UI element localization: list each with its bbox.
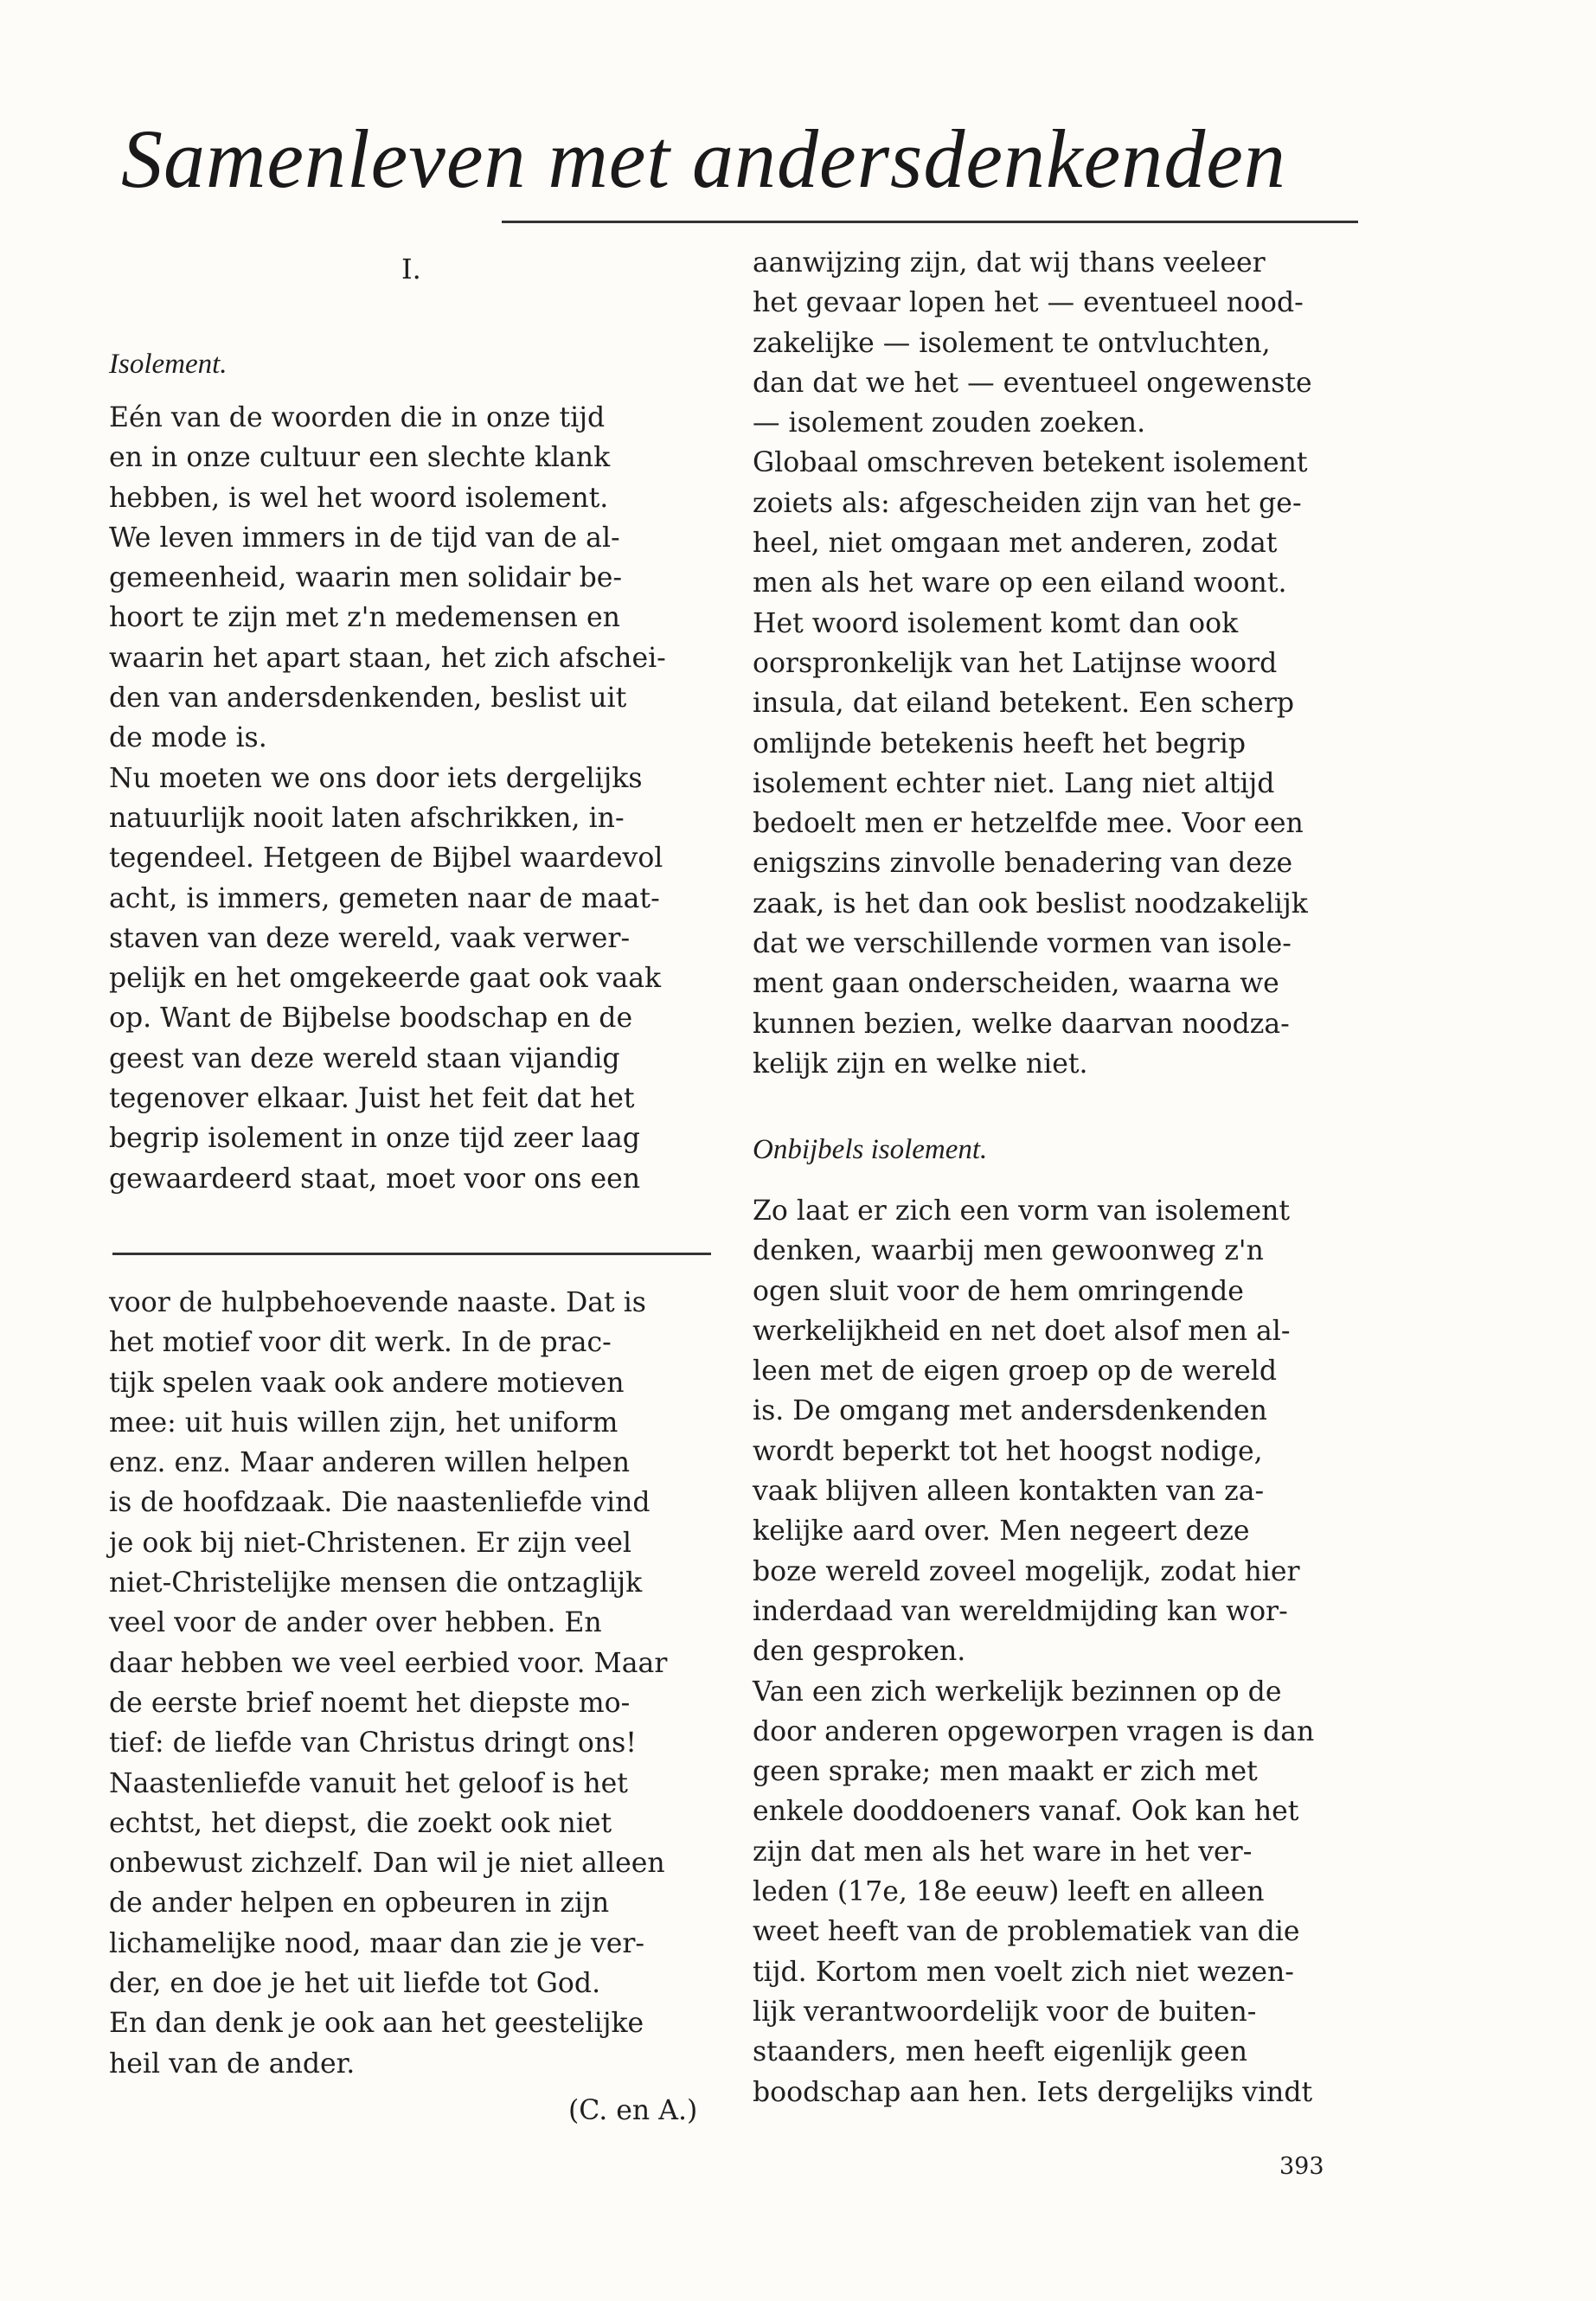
- subhead-onbijbels-isolement: Onbijbels isolement.: [753, 1134, 988, 1165]
- text-line: daar hebben we veel eerbied voor. Maar: [109, 1647, 668, 1679]
- text-line: aanwijzing zijn, dat wij thans veeleer: [753, 247, 1266, 279]
- signature: (C. en A.): [568, 2095, 698, 2126]
- section-number: I.: [401, 253, 421, 285]
- text-line: het gevaar lopen het — eventueel nood-: [753, 287, 1304, 319]
- text-line: gemeenheid, waarin men solidair be-: [109, 562, 623, 594]
- text-line: begrip isolement in onze tijd zeer laag: [109, 1123, 640, 1155]
- text-line: Eén van de woorden die in onze tijd: [109, 402, 606, 433]
- article-title: Samenleven met andersdenkenden: [121, 112, 1286, 205]
- text-line: geen sprake; men maakt er zich met: [753, 1756, 1258, 1788]
- text-line: lijk verantwoordelijk voor de buiten-: [753, 1996, 1257, 2028]
- text-line: zijn dat men als het ware in het ver-: [753, 1836, 1253, 1868]
- text-line: oorspronkelijk van het Latijnse woord: [753, 647, 1278, 679]
- text-line: kunnen bezien, welke daarvan noodza-: [753, 1008, 1290, 1040]
- text-line: enz. enz. Maar anderen willen helpen: [109, 1447, 631, 1479]
- page-number: 393: [1279, 2153, 1324, 2180]
- text-line: kelijk zijn en welke niet.: [753, 1048, 1088, 1080]
- text-line: acht, is immers, gemeten naar de maat-: [109, 882, 660, 914]
- text-line: insula, dat eiland betekent. Een scherp: [753, 688, 1295, 720]
- text-line: zaak, is het dan ook beslist noodzakelijk: [753, 888, 1308, 920]
- text-line: heel, niet omgaan met anderen, zodat: [753, 528, 1278, 560]
- text-line: Naastenliefde vanuit het geloof is het: [109, 1767, 628, 1799]
- text-line: tegenover elkaar. Juist het feit dat het: [109, 1083, 635, 1115]
- text-line: gewaardeerd staat, moet voor ons een: [109, 1163, 641, 1195]
- text-line: onbewust zichzelf. Dan wil je niet alleen: [109, 1848, 665, 1880]
- text-line: je ook bij niet-Christenen. Er zijn veel: [109, 1527, 631, 1559]
- text-line: omlijnde betekenis heeft het begrip: [753, 727, 1246, 760]
- text-line: den van andersdenkenden, beslist uit: [109, 683, 627, 715]
- text-line: En dan denk je ook aan het geestelijke: [109, 2008, 644, 2040]
- left-column-bottom-text: [109, 1283, 723, 2084]
- text-line: werkelijkheid en net doet alsof men al-: [753, 1315, 1291, 1347]
- text-line: Nu moeten we ons door iets dergelijks: [109, 762, 643, 794]
- text-line: staanders, men heeft eigenlijk geen: [753, 2036, 1247, 2068]
- subhead-isolement: Isolement.: [109, 349, 228, 380]
- text-line: vaak blijven alleen kontakten van za-: [753, 1476, 1265, 1508]
- text-line: is de hoofdzaak. Die naastenliefde vind: [109, 1487, 651, 1519]
- text-line: enigszins zinvolle benadering van deze: [753, 848, 1293, 880]
- text-line: Van een zich werkelijk bezinnen op de: [753, 1676, 1282, 1708]
- text-line: voor de hulpbehoevende naaste. Dat is: [109, 1287, 646, 1318]
- text-line: dan dat we het — eventueel ongewenste: [753, 367, 1312, 399]
- text-line: de ander helpen en opbeuren in zijn: [109, 1888, 610, 1920]
- text-line: hoort te zijn met z'n medemensen en: [109, 602, 620, 634]
- text-line: ment gaan onderscheiden, waarna we: [753, 968, 1279, 1000]
- text-line: wordt beperkt tot het hoogst nodige,: [753, 1435, 1263, 1467]
- text-line: bedoelt men er hetzelfde mee. Voor een: [753, 808, 1304, 840]
- text-line: en in onze cultuur een slechte klank: [109, 442, 611, 474]
- text-line: dat we verschillende vormen van isole-: [753, 928, 1292, 960]
- text-line: boze wereld zoveel mogelijk, zodat hier: [753, 1555, 1300, 1587]
- text-line: Zo laat er zich een vorm van isolement: [753, 1195, 1291, 1227]
- text-line: de mode is.: [109, 722, 267, 754]
- text-line: kelijke aard over. Men negeert deze: [753, 1516, 1250, 1548]
- right-column-bottom-text: [753, 1191, 1367, 2112]
- text-line: tijk spelen vaak ook andere motieven: [109, 1367, 625, 1399]
- text-line: leen met de eigen groep op de wereld: [753, 1356, 1277, 1388]
- text-line: is. De omgang met andersdenkenden: [753, 1395, 1267, 1427]
- text-line: men als het ware op een eiland woont.: [753, 567, 1287, 599]
- text-line: der, en doe je het uit liefde tot God.: [109, 1968, 601, 2000]
- text-line: veel voor de ander over hebben. En: [109, 1607, 602, 1639]
- text-line: door anderen opgeworpen vragen is dan: [753, 1715, 1315, 1747]
- text-line: leden (17e, 18e eeuw) leeft en alleen: [753, 1876, 1265, 1908]
- text-line: zakelijke — isolement te ontvluchten,: [753, 327, 1271, 359]
- text-line: — isolement zouden zoeken.: [753, 407, 1146, 439]
- text-line: ogen sluit voor de hem omringende: [753, 1275, 1244, 1307]
- text-line: hebben, is wel het woord isolement.: [109, 482, 609, 514]
- text-line: mee: uit huis willen zijn, het uniform: [109, 1407, 619, 1439]
- text-line: Globaal omschreven betekent isolement: [753, 447, 1308, 479]
- column-separator-rule: [112, 1253, 711, 1255]
- text-line: tegendeel. Hetgeen de Bijbel waardevol: [109, 843, 663, 875]
- text-line: natuurlijk nooit laten afschrikken, in-: [109, 802, 625, 834]
- title-rule: [502, 221, 1358, 223]
- text-line: pelijk en het omgekeerde gaat ook vaak: [109, 963, 662, 995]
- text-line: den gesproken.: [753, 1636, 966, 1668]
- text-line: boodschap aan hen. Iets dergelijks vindt: [753, 2076, 1313, 2108]
- text-line: de eerste brief noemt het diepste mo-: [109, 1687, 631, 1719]
- text-line: staven van deze wereld, vaak verwer-: [109, 922, 631, 954]
- text-line: echtst, het diepst, die zoekt ook niet: [109, 1807, 612, 1839]
- text-line: inderdaad van wereldmijding kan wor-: [753, 1595, 1288, 1627]
- text-line: tijd. Kortom men voelt zich niet wezen-: [753, 1956, 1294, 1988]
- right-column-top-text: [753, 243, 1367, 1084]
- text-line: geest van deze wereld staan vijandig: [109, 1042, 620, 1074]
- text-line: waarin het apart staan, het zich afschei-: [109, 642, 666, 674]
- text-line: tief: de liefde van Christus dringt ons!: [109, 1727, 637, 1759]
- text-line: weet heeft van de problematiek van die: [753, 1916, 1300, 1948]
- text-line: zoiets als: afgescheiden zijn van het ge-: [753, 487, 1302, 519]
- text-line: niet-Christelijke mensen die ontzaglijk: [109, 1567, 643, 1599]
- text-line: We leven immers in de tijd van de al-: [109, 522, 620, 554]
- left-column-top-text: [109, 398, 723, 1199]
- text-line: enkele dooddoeners vanaf. Ook kan het: [753, 1796, 1299, 1828]
- text-line: het motief voor dit werk. In de prac-: [109, 1327, 612, 1359]
- text-line: op. Want de Bijbelse boodschap en de: [109, 1003, 633, 1035]
- text-line: heil van de ander.: [109, 2048, 356, 2080]
- text-line: denken, waarbij men gewoonweg z'n: [753, 1235, 1264, 1267]
- text-line: lichamelijke nood, maar dan zie je ver-: [109, 1927, 645, 1959]
- text-line: Het woord isolement komt dan ook: [753, 607, 1239, 639]
- text-line: isolement echter niet. Lang niet altijd: [753, 767, 1275, 799]
